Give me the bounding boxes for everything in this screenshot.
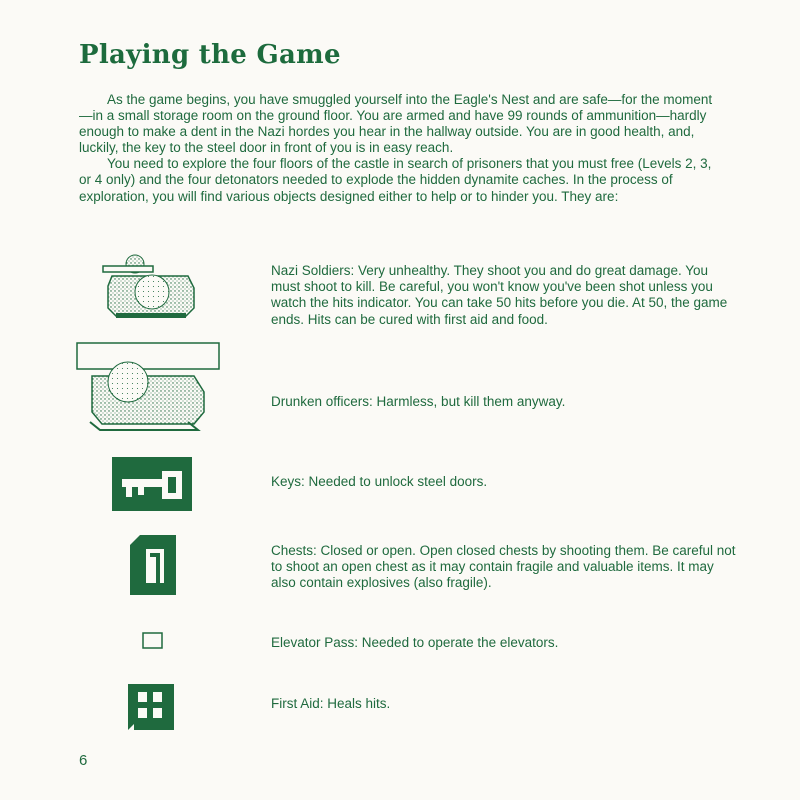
- nazi-soldier-icon: [102, 250, 198, 320]
- chest-icon: [130, 535, 178, 597]
- first-aid-description: First Aid: Heals hits.: [271, 696, 391, 711]
- elevator-pass-icon: [142, 632, 164, 650]
- nazi-soldiers-description: Nazi Soldiers: Very unhealthy. They shoot you and do great damage. You must shoot to kill. Be careful, you won't know you've been shot unless you watch the hits indicator. You can take 50 hits before you die. At 50, the game ends. Hits can be cured with first aid and food.: [271, 263, 728, 327]
- page-title: Playing the Game: [79, 40, 341, 70]
- drunken-officers-description: Drunken officers: Harmless, but kill them anyway.: [271, 394, 566, 409]
- keys-description: Keys: Needed to unlock steel doors.: [271, 474, 488, 489]
- chests-description: Chests: Closed or open. Open closed chests by shooting them. Be careful not to shoot an open chest as it may contain fragile and valuable items. It may also contain explosives (also fragile).: [271, 543, 736, 591]
- intro-paragraph: You need to explore the four floors of the castle in search of prisoners that you must free (Levels 2, 3, or 4 only) and the four detonators needed to explode the hidden dynamite caches. In the process of exploration, you will find various objects designed either to help or to hinder you. They are:: [79, 156, 712, 204]
- page-number: 6: [79, 752, 88, 769]
- first-aid-icon: [128, 684, 174, 730]
- intro-paragraph: As the game begins, you have smuggled yourself into the Eagle's Nest and are safe—for the moment—in a small storage room on the ground floor. You are armed and have 99 rounds of ammunition—hardly enough to make a dent in the Nazi hordes you hear in the hallway outside. You are in good health, and, luckily, the key to the steel door in front of you is in easy reach.: [79, 92, 713, 156]
- key-icon: [112, 457, 192, 511]
- drunken-officer-icon: [76, 342, 222, 432]
- elevator-pass-description: Elevator Pass: Needed to operate the elevators.: [271, 635, 559, 650]
- intro-text: [79, 92, 719, 205]
